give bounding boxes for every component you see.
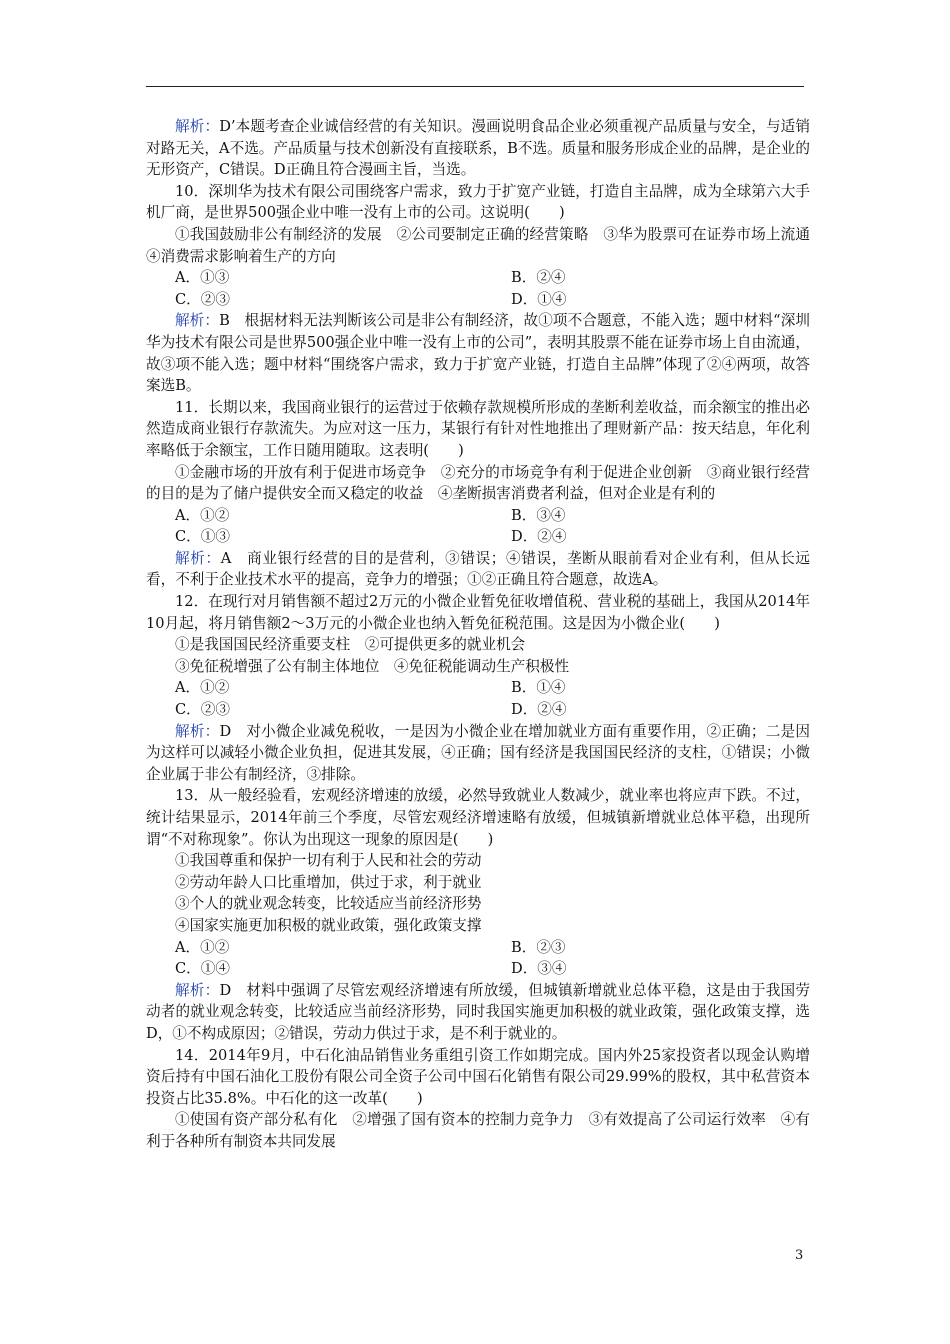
q11-option-b: B．③④: [511, 506, 566, 524]
q11-options-row-2: [146, 526, 810, 548]
analysis-label: 解析：: [175, 722, 220, 740]
q12-option-a: A．①②: [175, 679, 230, 697]
q12-stem: 12．在现行对月销售额不超过2万元的小微企业暂免征收增值税、营业税的基础上，我国从2014年10月起，将月销售额2～3万元的小微企业也纳入暂免征税范围。这是因为小微企业( ): [146, 593, 810, 632]
q10-options-row-2: [146, 289, 810, 311]
document-body: [146, 116, 825, 1153]
q11-stem: 11．长期以来，我国商业银行的运营过于依赖存款规模所形成的垄断利差收益，而余额宝的推出必然造成商业银行存款流失。为应对这一压力，某银行有针对性地推出了理财新产品：按天结息，年化利率略低于余额宝，工作日随用随取。这表明( ): [146, 398, 810, 459]
q10-option-a: A．①③: [175, 269, 230, 287]
q10-option-c: C．②③: [175, 290, 230, 308]
q10-items: ①我国鼓励非公有制经济的发展 ②公司要制定正确的经营策略 ③华为股票可在证券市场上流通 ④消费需求影响着生产的方向: [146, 225, 825, 265]
q12-option-b: B．①④: [511, 679, 566, 697]
q13-analysis: 解析：D 材料中强调了尽管宏观经济增速有所放缓，但城镇新增就业总体平稳，这是由于我国劳动者的就业观念转变，比较适应当前经济形势，同时我国实施更加积极的就业政策，强化政策支撑，选D，①不构成原因；②错误，劳动力供过于求，是不利于就业的。: [146, 981, 810, 1042]
q13-option-d: D．③④: [511, 960, 567, 978]
q12-analysis: 解析：D 对小微企业减免税收，一是因为小微企业在增加就业方面有重要作用，②正确；二是因为这样可以减轻小微企业负担，促进其发展，④正确；国有经济是我国国民经济的支柱，①错误；小微企业属于非公有制经济，③排除。: [146, 722, 810, 783]
q13-options-row-1: [146, 937, 810, 959]
q13-option-a: A．①②: [175, 938, 230, 956]
q11-options-row-1: [146, 505, 810, 527]
q12-option-d: D．②④: [511, 701, 567, 719]
analysis-label: 解析：: [175, 312, 220, 330]
q13-item-2: ②劳动年龄人口比重增加，供过于求，利于就业: [175, 873, 482, 891]
q13-option-b: B．②③: [511, 938, 566, 956]
q11-option-d: D．②④: [511, 528, 567, 546]
q13-option-c: C．①④: [175, 960, 230, 978]
q9-analysis: 解析：D’本题考查企业诚信经营的有关知识。漫画说明食品企业必须重视产品质量与安全，与适销对路无关，A不选。产品质量与技术创新没有直接联系，B不选。质量和服务形成企业的品牌，是企业的无形资产，C错误。D正确且符合漫画主旨，当选。: [146, 118, 810, 179]
q11-items: ①金融市场的开放有利于促进市场竞争 ②充分的市场竞争有利于促进企业创新 ③商业银行经营的目的是为了储户提供安全而又稳定的收益 ④垄断损害消费者利益，但对企业是有利的: [146, 463, 810, 503]
analysis-label: 解析：: [175, 981, 220, 999]
q13-item-3: ③个人的就业观念转变，比较适应当前经济形势: [175, 895, 482, 913]
q13-item-1: ①我国尊重和保护一切有利于人民和社会的劳动: [175, 852, 482, 870]
analysis-label: 解析：: [175, 549, 221, 567]
q10-option-d: D．①④: [511, 290, 567, 308]
q13-options-row-2: [146, 958, 810, 980]
q11-option-c: C．①③: [175, 528, 230, 546]
q10-analysis: 解析：B 根据材料无法判断该公司是非公有制经济，故①项不合题意，不能入选；题中材料“深圳华为技术有限公司是世界500强企业中唯一没有上市的公司”，表明其股票不能在证券市场上自由流通，故③项不能入选；题中材料“围绕客户需求，致力于扩宽产业链，打造自主品牌”体现了②④两项，故答案选B。: [146, 312, 810, 395]
analysis-label: 解析：: [175, 118, 220, 135]
q12-items-line-1: ①是我国国民经济重要支柱 ②可提供更多的就业机会: [175, 636, 526, 654]
q13-item-4: ④国家实施更加积极的就业政策，强化政策支撑: [175, 916, 482, 934]
q12-option-c: C．②③: [175, 701, 230, 719]
q12-options-row-2: [146, 699, 810, 721]
q12-items-line-2: ③免征税增强了公有制主体地位 ④免征税能调动生产积极性: [175, 657, 570, 675]
q10-option-b: B．②④: [511, 269, 566, 287]
page-number: 3: [795, 1248, 804, 1263]
header-rule: [146, 86, 804, 87]
q13-stem: 13．从一般经验看，宏观经济增速的放缓，必然导致就业人数减少，就业率也将应声下跌。不过，统计结果显示，2014年前三个季度，尽管宏观经济增速略有放缓，但城镇新增就业总体平稳，出现所谓“不对称现象”。你认为出现这一现象的原因是( ): [146, 787, 810, 848]
q11-option-a: A．①②: [175, 506, 230, 524]
q14-items: ①使国有资产部分私有化 ②增强了国有资本的控制力竞争力 ③有效提高了公司运行效率 ④有利于各种所有制资本共同发展: [146, 1111, 810, 1150]
q12-options-row-1: [146, 677, 810, 699]
q10-stem: 10．深圳华为技术有限公司围绕客户需求，致力于扩宽产业链，打造自主品牌，成为全球第六大手机厂商，是世界500强企业中唯一没有上市的公司。这说明( ): [146, 182, 810, 222]
q10-options-row-1: [146, 267, 810, 289]
q14-stem: 14．2014年9月，中石化油品销售业务重组引资工作如期完成。国内外25家投资者以现金认购增资后持有中国石油化工股份有限公司全资子公司中国石化销售有限公司29.99%的股权，其中私营资本投资占比35.8%。中石化的这一改革( ): [146, 1046, 810, 1107]
q11-analysis: 解析：A 商业银行经营的目的是营利，③错误；④错误，垄断从眼前看对企业有利，但从长远看，不利于企业技术水平的提高，竞争力的增强；①②正确且符合题意，故选A。: [146, 549, 810, 589]
